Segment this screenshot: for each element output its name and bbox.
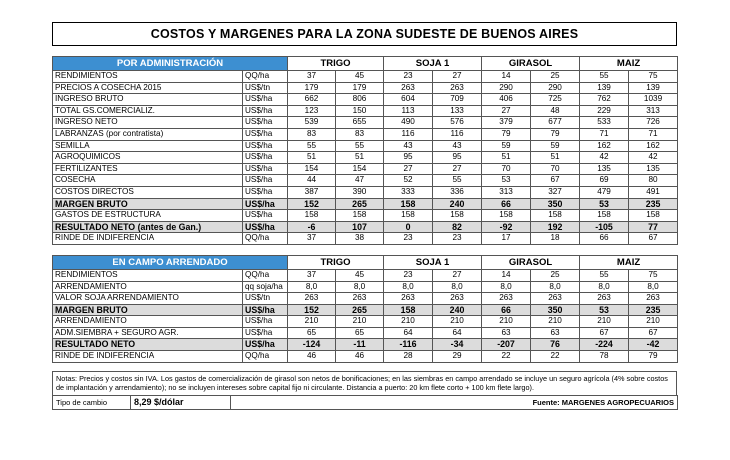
table-header-row (53, 57, 678, 71)
footer (52, 395, 678, 410)
row-label: TOTAL GS.COMERCIALIZ. (53, 105, 243, 117)
cell-value: 46 (336, 351, 384, 363)
cell-value: 27 (433, 71, 482, 83)
table-row (53, 210, 678, 222)
row-unit: QQ/ha (243, 351, 288, 363)
row-unit: US$/ha (243, 128, 288, 140)
cell-value: 70 (482, 163, 531, 175)
cell-value: 55 (288, 140, 336, 152)
row-label: RINDE DE INDIFERENCIA (53, 233, 243, 245)
row-unit: US$/ha (243, 117, 288, 129)
row-unit: US$/tn (243, 293, 288, 305)
cell-value: -116 (384, 339, 433, 351)
row-label: MARGEN BRUTO (53, 198, 243, 210)
crop-header: MAIZ (580, 255, 678, 269)
cell-value: 77 (629, 221, 678, 233)
cell-value: 158 (384, 304, 433, 316)
cell-value: 66 (580, 233, 629, 245)
row-label: RESULTADO NETO (antes de Gan.) (53, 221, 243, 233)
cell-value: 83 (336, 128, 384, 140)
cell-value: -6 (288, 221, 336, 233)
cell-value: 179 (288, 82, 336, 94)
cell-value: 533 (580, 117, 629, 129)
cell-value: 336 (433, 186, 482, 198)
row-unit: US$/ha (243, 339, 288, 351)
cell-value: 95 (384, 152, 433, 164)
table-row (53, 304, 678, 316)
row-unit: QQ/ha (243, 233, 288, 245)
notes: Notas: Precios y costos sin IVA. Los gastos de comercialización de girasol son netos de bonificaciones; en las siembras en campo arrendado se incluye un seguro agrícola (4% sobre costos de implantación y arrendamiento); no se incluyen intereses sobre capital fijo ni circulante. Distancia a puerto: 20 km flete corto + 100 km flete largo). (52, 371, 677, 395)
cell-value: 116 (433, 128, 482, 140)
cell-value: -105 (580, 221, 629, 233)
cell-value: 135 (629, 163, 678, 175)
cell-value: 80 (629, 175, 678, 187)
cell-value: 150 (336, 105, 384, 117)
cell-value: 78 (580, 351, 629, 363)
row-label: ADM.SIEMBRA + SEGURO AGR. (53, 327, 243, 339)
row-unit: US$/ha (243, 175, 288, 187)
cell-value: 133 (433, 105, 482, 117)
cell-value: 76 (531, 339, 580, 351)
row-unit: US$/ha (243, 316, 288, 328)
cell-value: 82 (433, 221, 482, 233)
row-label: INGRESO BRUTO (53, 94, 243, 106)
row-label: COSTOS DIRECTOS (53, 186, 243, 198)
row-label: INGRESO NETO (53, 117, 243, 129)
table-row (53, 94, 678, 106)
cell-value: 27 (482, 105, 531, 117)
cell-value: 479 (580, 186, 629, 198)
cell-value: 14 (482, 269, 531, 281)
cell-value: 25 (531, 71, 580, 83)
cell-value: 154 (288, 163, 336, 175)
cell-value: 95 (433, 152, 482, 164)
row-label: RENDIMIENTOS (53, 269, 243, 281)
cell-value: 263 (288, 293, 336, 305)
row-label: ARRENDAMIENTO (53, 316, 243, 328)
cell-value: 46 (288, 351, 336, 363)
cell-value: 51 (336, 152, 384, 164)
cell-value: 290 (531, 82, 580, 94)
cell-value: 52 (384, 175, 433, 187)
row-unit: QQ/ha (243, 71, 288, 83)
crop-header: GIRASOL (482, 57, 580, 71)
cell-value: -92 (482, 221, 531, 233)
cell-value: 116 (384, 128, 433, 140)
cell-value: 8,0 (629, 281, 678, 293)
table-row (53, 351, 678, 363)
cell-value: 8,0 (384, 281, 433, 293)
cell-value: 576 (433, 117, 482, 129)
row-unit: US$/ha (243, 210, 288, 222)
table-row (53, 221, 678, 233)
cell-value: 53 (482, 175, 531, 187)
cell-value: 263 (433, 293, 482, 305)
cell-value: 28 (384, 351, 433, 363)
cell-value: 65 (288, 327, 336, 339)
row-label: RESULTADO NETO (53, 339, 243, 351)
cell-value: 139 (580, 82, 629, 94)
cell-value: 63 (531, 327, 580, 339)
table-header-row (53, 255, 678, 269)
cell-value: 71 (629, 128, 678, 140)
crop-header: TRIGO (288, 255, 384, 269)
cell-value: 79 (482, 128, 531, 140)
cell-value: 8,0 (433, 281, 482, 293)
table-row (53, 82, 678, 94)
cell-value: 23 (384, 269, 433, 281)
crop-header: SOJA 1 (384, 57, 482, 71)
cell-value: 158 (433, 210, 482, 222)
cell-value: 350 (531, 198, 580, 210)
cell-value: 67 (629, 327, 678, 339)
cell-value: 8,0 (482, 281, 531, 293)
row-label: LABRANZAS (por contratista) (53, 128, 243, 140)
cell-value: 263 (336, 293, 384, 305)
cell-value: 390 (336, 186, 384, 198)
cell-value: 37 (288, 233, 336, 245)
row-unit: US$/ha (243, 105, 288, 117)
exchange-value: 8,29 (134, 397, 152, 408)
cell-value: 491 (629, 186, 678, 198)
cell-value: 59 (531, 140, 580, 152)
cell-value: 64 (433, 327, 482, 339)
cell-value: 59 (482, 140, 531, 152)
cell-value: 263 (482, 293, 531, 305)
cell-value: 210 (531, 316, 580, 328)
cell-value: 158 (336, 210, 384, 222)
cell-value: 210 (482, 316, 531, 328)
cell-value: 51 (482, 152, 531, 164)
cell-value: 22 (531, 351, 580, 363)
cell-value: 240 (433, 198, 482, 210)
row-label: COSECHA (53, 175, 243, 187)
table-campo-arrendado (52, 255, 678, 363)
cell-value: 55 (433, 175, 482, 187)
row-unit: US$/ha (243, 163, 288, 175)
crop-header: SOJA 1 (384, 255, 482, 269)
table-row (53, 281, 678, 293)
report (52, 22, 677, 410)
table-por-administracion (52, 56, 678, 245)
cell-value: 45 (336, 71, 384, 83)
row-unit: US$/ha (243, 304, 288, 316)
cell-value: 313 (629, 105, 678, 117)
cell-value: 53 (580, 198, 629, 210)
cell-value: 1039 (629, 94, 678, 106)
cell-value: 265 (336, 304, 384, 316)
cell-value: 22 (482, 351, 531, 363)
cell-value: 762 (580, 94, 629, 106)
row-unit: US$/ha (243, 140, 288, 152)
cell-value: -224 (580, 339, 629, 351)
cell-value: 210 (433, 316, 482, 328)
cell-value: 8,0 (580, 281, 629, 293)
cell-value: 210 (336, 316, 384, 328)
cell-value: 327 (531, 186, 580, 198)
cell-value: 8,0 (336, 281, 384, 293)
cell-value: 210 (580, 316, 629, 328)
cell-value: 179 (336, 82, 384, 94)
cell-value: 0 (384, 221, 433, 233)
cell-value: 154 (336, 163, 384, 175)
cell-value: 677 (531, 117, 580, 129)
cell-value: 38 (336, 233, 384, 245)
row-label: VALOR SOJA ARRENDAMIENTO (53, 293, 243, 305)
cell-value: 662 (288, 94, 336, 106)
cell-value: 265 (336, 198, 384, 210)
table-row (53, 140, 678, 152)
cell-value: 79 (531, 128, 580, 140)
row-label: FERTILIZANTES (53, 163, 243, 175)
cell-value: 263 (580, 293, 629, 305)
cell-value: 45 (336, 269, 384, 281)
cell-value: 69 (580, 175, 629, 187)
cell-value: 162 (580, 140, 629, 152)
cell-value: 67 (629, 233, 678, 245)
cell-value: 51 (288, 152, 336, 164)
cell-value: 162 (629, 140, 678, 152)
cell-value: 350 (531, 304, 580, 316)
cell-value: 240 (433, 304, 482, 316)
section-header: EN CAMPO ARRENDADO (53, 255, 288, 269)
cell-value: 37 (288, 71, 336, 83)
table-row (53, 186, 678, 198)
cell-value: 66 (482, 198, 531, 210)
cell-value: 27 (433, 163, 482, 175)
cell-value: 290 (482, 82, 531, 94)
cell-value: 158 (288, 210, 336, 222)
cell-value: 113 (384, 105, 433, 117)
cell-value: 42 (580, 152, 629, 164)
cell-value: 806 (336, 94, 384, 106)
row-unit: US$/ha (243, 186, 288, 198)
cell-value: 66 (482, 304, 531, 316)
cell-value: 158 (580, 210, 629, 222)
cell-value: 43 (433, 140, 482, 152)
cell-value: 23 (384, 71, 433, 83)
cell-value: 64 (384, 327, 433, 339)
source: Fuente: MARGENES AGROPECUARIOS (231, 395, 678, 409)
page-title: COSTOS Y MARGENES PARA LA ZONA SUDESTE DE BUENOS AIRES (52, 22, 677, 46)
cell-value: 158 (384, 210, 433, 222)
cell-value: 313 (482, 186, 531, 198)
cell-value: 18 (531, 233, 580, 245)
row-unit: QQ/ha (243, 269, 288, 281)
cell-value: 23 (384, 233, 433, 245)
cell-value: 604 (384, 94, 433, 106)
table-row (53, 163, 678, 175)
row-label: MARGEN BRUTO (53, 304, 243, 316)
row-unit: US$/ha (243, 221, 288, 233)
table-row (53, 327, 678, 339)
cell-value: 263 (384, 293, 433, 305)
cell-value: 158 (531, 210, 580, 222)
cell-value: -207 (482, 339, 531, 351)
row-label: SEMILLA (53, 140, 243, 152)
cell-value: 55 (580, 71, 629, 83)
cell-value: 47 (336, 175, 384, 187)
cell-value: 539 (288, 117, 336, 129)
crop-header: GIRASOL (482, 255, 580, 269)
cell-value: 210 (384, 316, 433, 328)
cell-value: -11 (336, 339, 384, 351)
row-unit: US$/ha (243, 94, 288, 106)
cell-value: 158 (384, 198, 433, 210)
cell-value: 263 (384, 82, 433, 94)
cell-value: 55 (580, 269, 629, 281)
cell-value: 83 (288, 128, 336, 140)
table-row (53, 152, 678, 164)
cell-value: 490 (384, 117, 433, 129)
table-row (53, 117, 678, 129)
cell-value: 27 (384, 163, 433, 175)
cell-value: 158 (629, 210, 678, 222)
cell-value: 210 (288, 316, 336, 328)
cell-value: 27 (433, 269, 482, 281)
cell-value: 152 (288, 304, 336, 316)
cell-value: 8,0 (288, 281, 336, 293)
table-row (53, 269, 678, 281)
cell-value: 139 (629, 82, 678, 94)
cell-value: -34 (433, 339, 482, 351)
cell-value: 235 (629, 198, 678, 210)
cell-value: 655 (336, 117, 384, 129)
cell-value: 53 (580, 304, 629, 316)
exchange-unit: $/dólar (154, 397, 184, 408)
table-row (53, 128, 678, 140)
cell-value: 25 (531, 269, 580, 281)
cell-value: 55 (336, 140, 384, 152)
cell-value: 44 (288, 175, 336, 187)
cell-value: 210 (629, 316, 678, 328)
cell-value: 8,0 (531, 281, 580, 293)
cell-value: 63 (482, 327, 531, 339)
row-label: PRECIOS A COSECHA 2015 (53, 82, 243, 94)
cell-value: 42 (629, 152, 678, 164)
row-unit: US$/ha (243, 327, 288, 339)
cell-value: 51 (531, 152, 580, 164)
row-unit: US$/tn (243, 82, 288, 94)
cell-value: 333 (384, 186, 433, 198)
cell-value: 14 (482, 71, 531, 83)
cell-value: 43 (384, 140, 433, 152)
row-label: RINDE DE INDIFERENCIA (53, 351, 243, 363)
cell-value: 123 (288, 105, 336, 117)
row-label: RENDIMIENTOS (53, 71, 243, 83)
cell-value: 107 (336, 221, 384, 233)
cell-value: 75 (629, 71, 678, 83)
cell-value: 229 (580, 105, 629, 117)
exchange-rate (131, 395, 231, 409)
cell-value: -42 (629, 339, 678, 351)
cell-value: 29 (433, 351, 482, 363)
cell-value: 67 (580, 327, 629, 339)
cell-value: 37 (288, 269, 336, 281)
table-row (53, 105, 678, 117)
cell-value: 263 (531, 293, 580, 305)
cell-value: 726 (629, 117, 678, 129)
cell-value: 235 (629, 304, 678, 316)
crop-header: TRIGO (288, 57, 384, 71)
table-row (53, 175, 678, 187)
cell-value: 709 (433, 94, 482, 106)
cell-value: 725 (531, 94, 580, 106)
cell-value: 152 (288, 198, 336, 210)
cell-value: 23 (433, 233, 482, 245)
cell-value: 75 (629, 269, 678, 281)
row-unit: US$/ha (243, 198, 288, 210)
row-label: AGROQUIMICOS (53, 152, 243, 164)
section-header: POR ADMINISTRACIÓN (53, 57, 288, 71)
row-label: GASTOS DE ESTRUCTURA (53, 210, 243, 222)
cell-value: 48 (531, 105, 580, 117)
cell-value: 71 (580, 128, 629, 140)
row-unit: qq soja/ha (243, 281, 288, 293)
cell-value: 135 (580, 163, 629, 175)
cell-value: 17 (482, 233, 531, 245)
cell-value: 79 (629, 351, 678, 363)
cell-value: -124 (288, 339, 336, 351)
table-row (53, 71, 678, 83)
cell-value: 263 (433, 82, 482, 94)
cell-value: 263 (629, 293, 678, 305)
cell-value: 387 (288, 186, 336, 198)
cell-value: 192 (531, 221, 580, 233)
cell-value: 406 (482, 94, 531, 106)
cell-value: 158 (482, 210, 531, 222)
row-unit: US$/ha (243, 152, 288, 164)
table-row (53, 198, 678, 210)
table-row (53, 233, 678, 245)
table-row (53, 339, 678, 351)
table-row (53, 293, 678, 305)
cell-value: 65 (336, 327, 384, 339)
cell-value: 67 (531, 175, 580, 187)
crop-header: MAIZ (580, 57, 678, 71)
table-row (53, 316, 678, 328)
exchange-label: Tipo de cambio (53, 395, 131, 409)
cell-value: 70 (531, 163, 580, 175)
row-label: ARRENDAMIENTO (53, 281, 243, 293)
cell-value: 379 (482, 117, 531, 129)
